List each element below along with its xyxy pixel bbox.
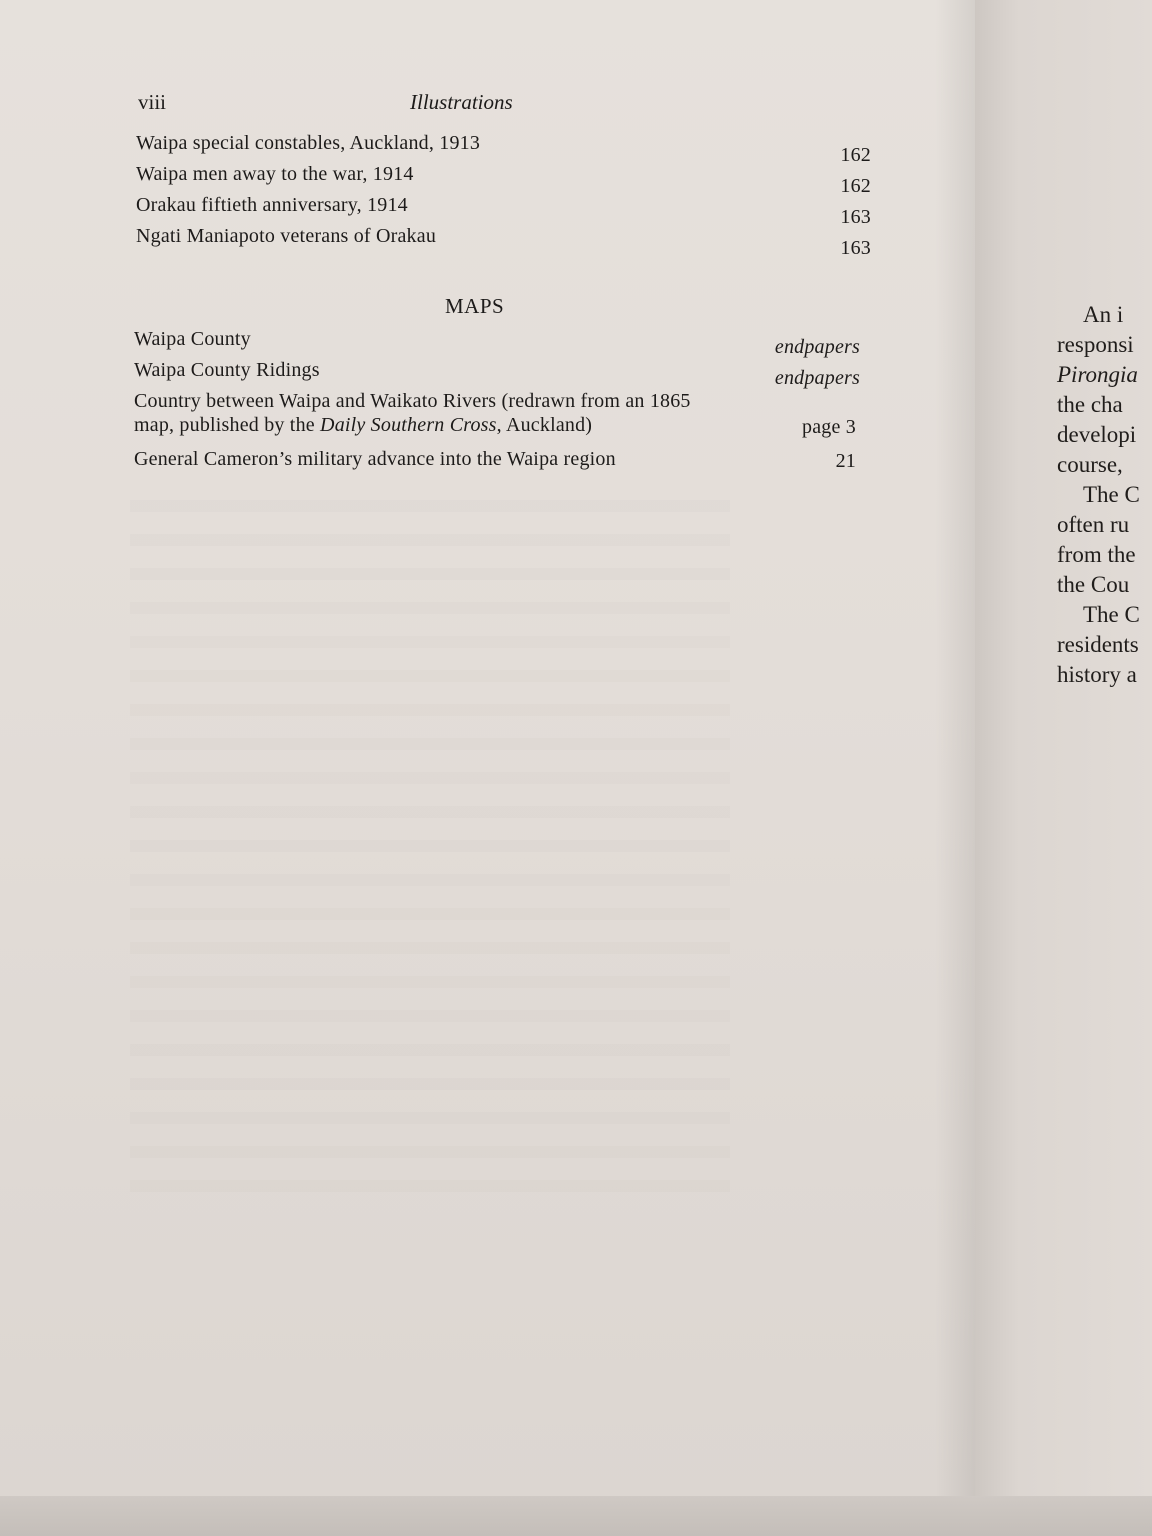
folio-number: viii <box>138 90 167 114</box>
text-line: The C <box>1083 602 1140 627</box>
page-header <box>138 90 558 120</box>
entry-title-text: map, published by the <box>134 414 321 436</box>
text-line: from the <box>1057 542 1136 567</box>
text-line: the Cou <box>1057 572 1130 597</box>
list-item <box>134 359 860 390</box>
entry-page: 163 <box>840 206 871 228</box>
maps-heading: MAPS <box>445 294 505 318</box>
entry-page: 21 <box>835 450 856 472</box>
list-item <box>134 390 860 448</box>
entry-page: endpapers <box>774 336 860 358</box>
text-line: often ru <box>1057 512 1130 537</box>
entry-title-text: , Auckland) <box>496 414 593 436</box>
text-line: Pirongia <box>1057 362 1138 387</box>
list-item <box>136 194 871 228</box>
newspaper-title: Daily Southern Cross <box>320 414 497 436</box>
text-line: responsi <box>1057 332 1134 357</box>
text-line: residents <box>1057 632 1139 657</box>
list-item <box>136 225 871 259</box>
entry-page: 162 <box>840 144 871 166</box>
entry-title-line-2 <box>134 414 592 437</box>
text-line: course, <box>1057 452 1123 477</box>
entry-title: Waipa County Ridings <box>134 359 320 381</box>
text-line: The C <box>1083 482 1140 507</box>
entry-title: Waipa County <box>134 328 251 350</box>
entry-page: page 3 <box>802 416 856 438</box>
text-line: history a <box>1057 662 1137 687</box>
right-page <box>975 0 1152 1510</box>
entry-title: Orakau fiftieth anniversary, 1914 <box>136 194 408 216</box>
text-line: developi <box>1057 422 1137 447</box>
entry-title: Waipa men away to the war, 1914 <box>136 163 414 185</box>
running-title: Illustrations <box>410 90 513 114</box>
show-through-text <box>130 500 730 1200</box>
list-item <box>136 163 871 197</box>
list-item <box>136 132 871 166</box>
entry-page: 162 <box>840 175 871 197</box>
page-bottom-edge <box>0 1496 1152 1536</box>
facing-page-text <box>1057 300 1140 690</box>
text-line: the cha <box>1057 392 1123 417</box>
text-line: An i <box>1083 302 1124 327</box>
entry-title: Waipa special constables, Auckland, 1913 <box>136 132 481 154</box>
entry-title-line-1: Country between Waipa and Waikato Rivers (redrawn from an 1865 <box>134 390 691 412</box>
illustrations-list <box>136 132 871 259</box>
list-item <box>134 448 860 478</box>
maps-list <box>134 328 860 478</box>
entry-title: General Cameron’s military advance into the Waipa region <box>134 448 616 470</box>
entry-page: endpapers <box>774 367 860 389</box>
entry-page: 163 <box>840 237 871 259</box>
list-item <box>134 328 860 359</box>
entry-title: Ngati Maniapoto veterans of Orakau <box>136 225 437 247</box>
